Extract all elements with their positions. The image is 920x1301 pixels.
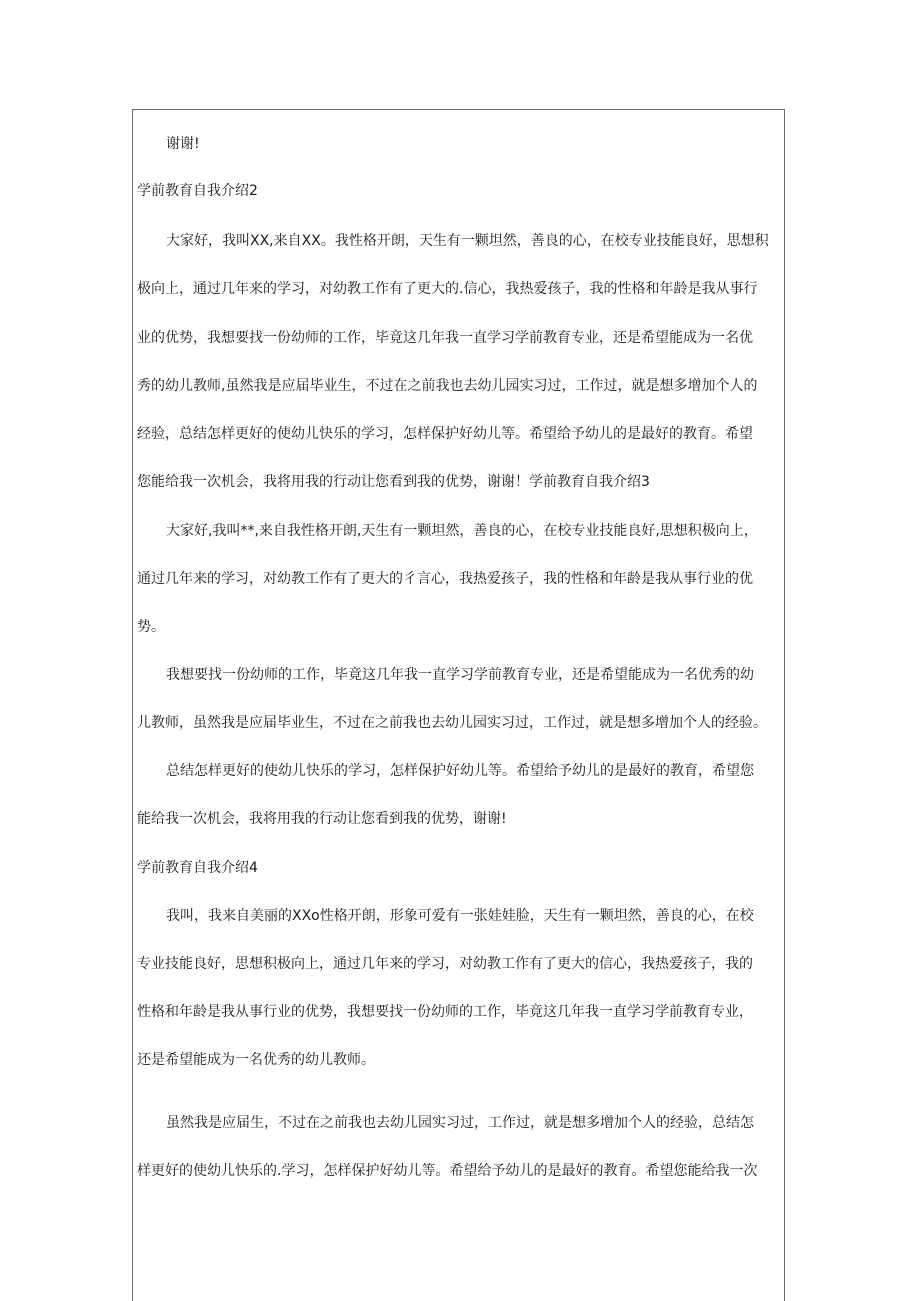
text-line: 秀的幼儿教师,虽然我是应届毕业生，不过在之前我也去幼儿园实习过，工作过，就是想多增加个人的	[137, 378, 758, 394]
text-line: 儿教师，虽然我是应届毕业生，不过在之前我也去幼儿园实习过，工作过，就是想多增加个人的经验。	[137, 715, 767, 731]
text-line: 业的优势，我想要找一份幼师的工作，毕竟这几年我一直学习学前教育专业，还是希望能成为一名优	[137, 330, 753, 346]
text-line: 样更好的使幼儿快乐的.学习，怎样保护好幼儿等。希望给予幼儿的是最好的教育。希望您能给我一次	[137, 1163, 758, 1179]
section-heading: 学前教育自我介绍2	[137, 183, 258, 199]
text-line: 大家好,我叫**,来自我性格开朗,天生有一颗坦然，善良的心，在校专业技能良好,思想积极向上，	[166, 523, 758, 539]
text-line: 专业技能良好，思想积极向上，通过几年来的学习，对幼教工作有了更大的信心，我热爱孩子，我的	[137, 956, 753, 972]
text-line: 势。	[137, 619, 165, 635]
text-line: 极向上，通过几年来的学习，对幼教工作有了更大的.信心，我热爱孩子，我的性格和年龄是我从事行	[137, 281, 758, 297]
text-line: 总结怎样更好的使幼儿快乐的学习，怎样保护好幼儿等。希望给予幼儿的是最好的教育，希望您	[166, 763, 754, 779]
section-heading: 学前教育自我介绍4	[137, 860, 258, 876]
text-line: 您能给我一次机会，我将用我的行动让您看到我的优势，谢谢！学前教育自我介绍3	[137, 474, 650, 490]
text-line: 虽然我是应届生，不过在之前我也去幼儿园实习过，工作过，就是想多增加个人的经验，总结怎	[166, 1115, 754, 1131]
text-line: 经验，总结怎样更好的使幼儿快乐的学习，怎样保护好幼儿等。希望给予幼儿的是最好的教育。希望	[137, 426, 753, 442]
text-line: 谢谢!	[166, 136, 200, 152]
text-line: 通过几年来的学习，对幼教工作有了更大的彳言心，我热爱孩子，我的性格和年龄是我从事行业的优	[137, 571, 753, 587]
text-line: 还是希望能成为一名优秀的幼儿教师。	[137, 1052, 375, 1068]
text-line: 我想要找一份幼师的工作，毕竟这几年我一直学习学前教育专业，还是希望能成为一名优秀的幼	[166, 667, 754, 683]
text-line: 性格和年龄是我从事行业的优势，我想要找一份幼师的工作，毕竟这几年我一直学习学前教育专业，	[137, 1004, 753, 1020]
text-line: 能给我一次机会，我将用我的行动让您看到我的优势，谢谢!	[137, 811, 507, 827]
text-line: 大家好，我叫XX,来自XX。我性格开朗，天生有一颗坦然，善良的心，在校专业技能良好，思想积	[166, 233, 769, 249]
text-line: 我叫，我来自美丽的XXo性格开朗，形象可爱有一张娃娃脸，天生有一颗坦然，善良的心，在校	[166, 908, 754, 924]
